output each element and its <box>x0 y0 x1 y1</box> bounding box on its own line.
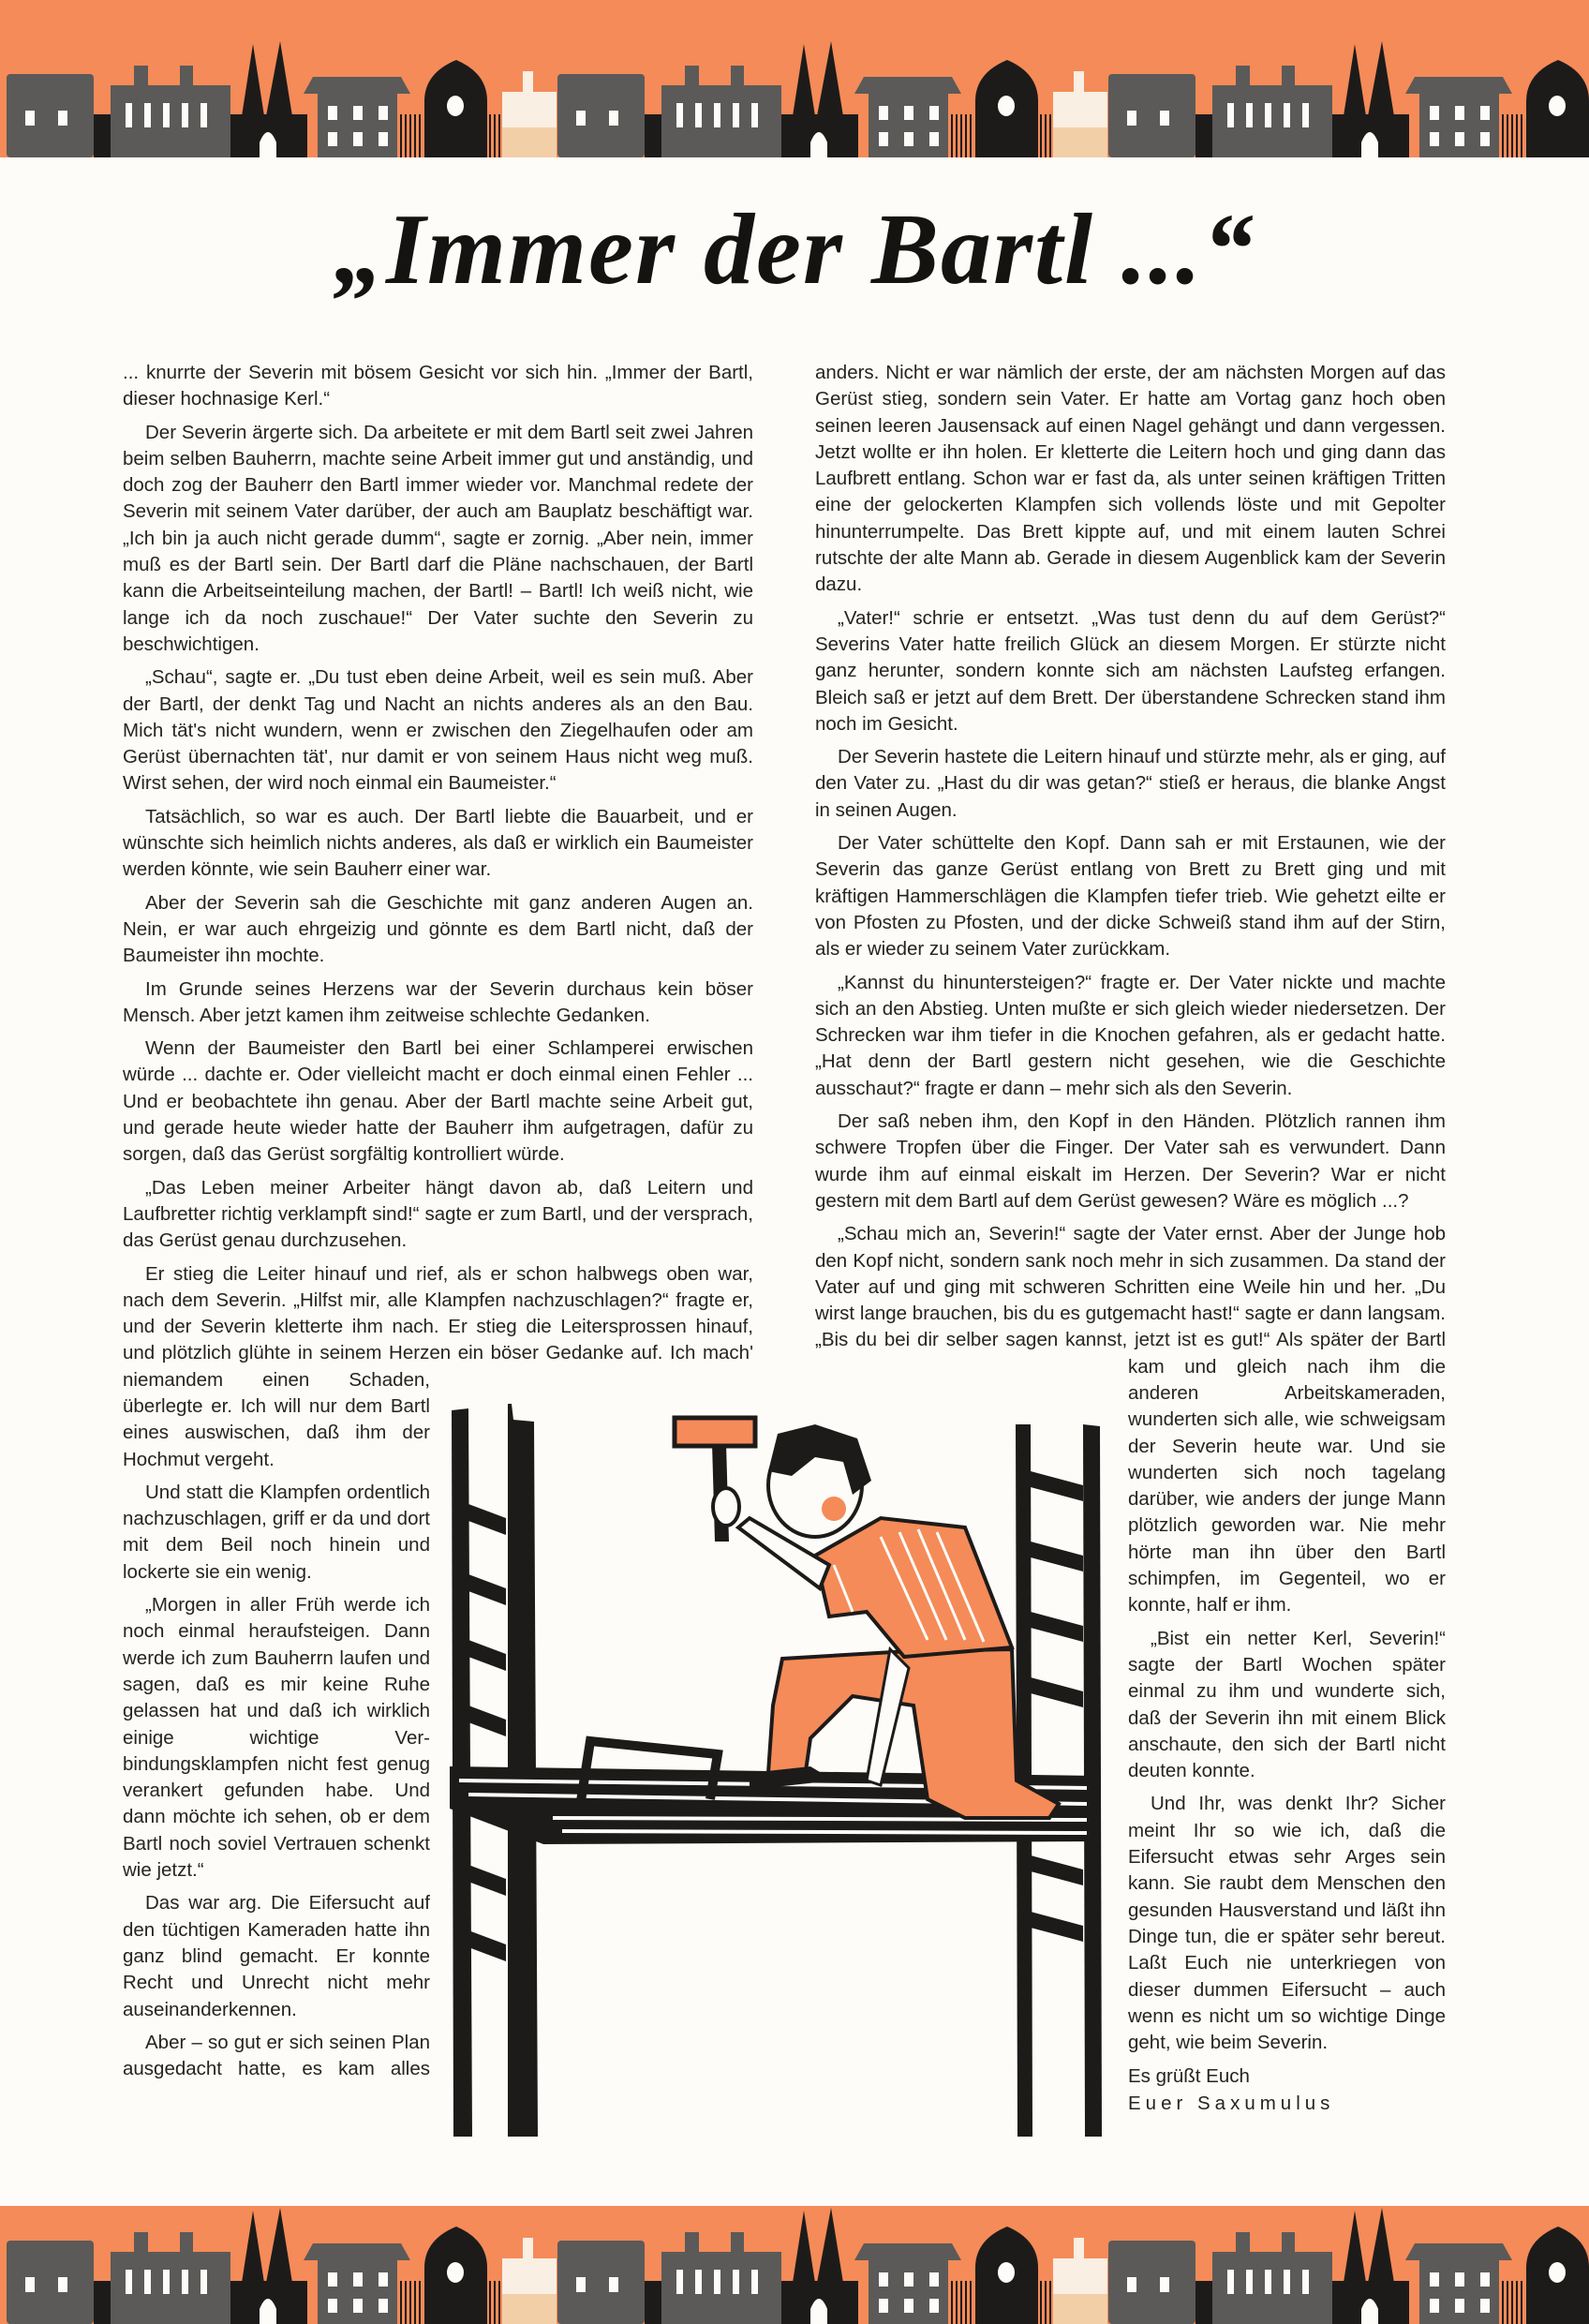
chimney <box>685 66 699 88</box>
fence <box>489 114 491 157</box>
chimney <box>134 66 148 88</box>
fence <box>1049 114 1051 157</box>
window <box>1160 2277 1169 2292</box>
window <box>25 111 35 126</box>
paragraph: „Schau mich an, Severin!“ sagte der Vater ernst. Aber der Junge hob den Kopf nicht, sondern sank noch mehr in sich zusammen. Da stand der Vater auf und ging mit schweren Schritten eine Weile hin und her. „Du wirst lange brauchen, bis du es gutgemacht hast!“ sagte er dann langsam. „Bis du bei dir selber sagen kannst, jetzt ist es gut!“ Als später der Bartl kam und gleich nach ihm die anderen Arbeitskameraden, wunderten sich alle, wie schweigsam der Severin heute war. Und sie wunderten sich noch tagelang darüber, wie anders der junge Mann plötzlich geworden war. Nie mehr hörte man ihn über den Bartl schimpfen, im Gegenteil, wo er konnte, half er ihm. <box>815 1223 1446 1616</box>
fence <box>405 2281 407 2324</box>
chimney <box>180 66 193 88</box>
fence <box>405 114 407 157</box>
paragraph: Der saß neben ihm, den Kopf in den Händen. Plötzlich rannen ihm schwere Tropfen über die Finger. Der Vater sah es verwundert. Dann wurde ihm auf einmal eiskalt im Herzen. Der Severin? War er nicht gestern mit dem Bartl auf dem Gerüst gewesen? Wäre es möglich ...? <box>815 1110 1446 1212</box>
window <box>904 2272 913 2287</box>
paragraph: Der Vater schüttelte den Kopf. Dann sah er mit Erstaunen, wie der Severin das ganze Gerüst entlang von Brett zu Brett ging und mit kräftigen Hammerschlägen die Klampfen tiefer trieb. Wie gehetzt eilte er von Pfosten zu Pfosten, und der dicke Schweiß stand ihm auf der Stirn, als er wieder zu seinem Vater zurückkam. <box>815 832 1446 961</box>
fence <box>494 114 496 157</box>
paragraph: „Schau“, sagte er. „Du tust eben deine Arbeit, weil es sein muß. Aber der Bartl, der denkt Tag und Nacht an nichts anderes als an den Bau. Mich tät's nicht wundern, wenn er zwischen den Ziegelhaufen oder am Gerüst übernachten tät', nur damit er von seinem Haus nicht weg muß. Wirst sehen, der wird noch einmal ein Baumeister.“ <box>123 666 753 795</box>
window <box>879 132 888 146</box>
window <box>144 2270 151 2294</box>
paragraph: „Bist ein netter Kerl, Severin!“ sagte der Bartl Wochen später einmal zu ihm und wunderte sich, daß der Severin ihn mit einem Blick anschaute, den sich der Bartl nicht deuten konnte. <box>1128 1627 1446 1782</box>
window <box>1284 103 1290 127</box>
window <box>1246 2270 1253 2294</box>
fence <box>970 2281 972 2324</box>
window <box>1127 111 1136 126</box>
fence <box>965 2281 967 2324</box>
window <box>1480 2272 1490 2287</box>
tower-chimney <box>1074 2238 1084 2260</box>
window <box>58 2277 67 2292</box>
window <box>929 2299 939 2313</box>
window <box>576 2277 586 2292</box>
window <box>733 2270 739 2294</box>
fence <box>970 114 972 157</box>
chimney <box>1236 2232 1250 2255</box>
round-window <box>1549 2262 1566 2283</box>
window <box>695 103 702 127</box>
chimney <box>1282 2232 1295 2255</box>
villa-roof <box>854 77 961 94</box>
window <box>182 103 188 127</box>
villa <box>1419 89 1499 157</box>
window <box>1480 132 1490 146</box>
fence <box>400 114 402 157</box>
fence <box>1516 2281 1518 2324</box>
fence <box>409 114 411 157</box>
window <box>609 111 618 126</box>
window <box>353 132 363 146</box>
house <box>7 2241 94 2324</box>
window <box>929 132 939 146</box>
fence <box>960 2281 962 2324</box>
paragraph: Im Grunde seines Herzens war der Severin durchaus kein böser Mensch. Aber jetzt kamen ihm zeitweise schlechte Gedanken. <box>123 977 753 1026</box>
top-skyline-banner <box>0 0 1589 164</box>
window <box>1227 103 1234 127</box>
window <box>328 2299 337 2313</box>
window <box>1430 2299 1439 2313</box>
window <box>182 2270 188 2294</box>
window <box>609 2277 618 2292</box>
fence <box>1502 2281 1504 2324</box>
paragraph: anders. Nicht er war nämlich der erste, der am nächsten Morgen auf das Gerüst stieg, sondern sein Vater. Er hatte am Vortag ganz hoch oben seinen leeren Jausensack auf einen Nagel gehängt und dann vergessen. Jetzt wollte er ihn holen. Er kletterte die Leitern hoch und ging dann das Laufbrett entlang. Schon war er fast da, als unter seinen kräftigen Tritten eine der gelockerten Klampfen sich vollends löste und mit Gepolter hinunterrumpelte. Das Brett kippte auf, und mit einem lauten Schrei rutschte der alte Mann ab. Gerade in diesem Augenblick kam der Severin dazu. <box>815 362 1446 596</box>
fence <box>1516 114 1518 157</box>
window <box>714 2270 720 2294</box>
window <box>1455 2299 1464 2313</box>
window <box>353 2299 363 2313</box>
fence <box>498 114 500 157</box>
fence <box>1521 114 1522 157</box>
chimney <box>1282 66 1295 88</box>
chimney <box>731 66 744 88</box>
paragraph: Wenn der Baumeister den Bartl bei einer Schlamperei erwischen würde ... dachte er. Oder vielleicht macht er doch einmal einen Fehler ... Und er beobachtete ihn genau. Aber der Bartl machte seine Arbeit gut, und gerade heute wieder hatte der Bauherr ihm aufgetragen, dafür zu sorgen, daß das Gerüst sorgfältig kontrolliert würde. <box>123 1037 753 1166</box>
tower-chimney <box>523 2238 533 2260</box>
villa-roof <box>854 2243 961 2260</box>
window <box>733 103 739 127</box>
wall <box>645 114 661 157</box>
fence <box>960 114 962 157</box>
paragraph: Er stieg die Leiter hinauf und rief, als er schon halbwegs oben war, nach dem Severin. „Hilfst mir, alle Klampfen nachzuschlagen?“ fragte er, und der Severin kletterte ihm nach. Er stieg die Leitersprossen hinauf, und plötzlich glühte in seinem Herzen ein böser Gedanke auf. Ich mach' niemandem einen Schaden, überlegte er. Ich will nur dem Bartl eines auswischen, daß ihm der Hochmut vergeht. <box>123 1262 753 1470</box>
boy-figure <box>738 1424 1059 1818</box>
window <box>879 2299 888 2313</box>
window <box>904 2299 913 2313</box>
fence <box>1507 114 1508 157</box>
villa-roof <box>304 2243 410 2260</box>
wall <box>645 2281 661 2324</box>
window <box>126 2270 132 2294</box>
paragraph: „Das Leben meiner Arbeiter hängt davon ab, daß Leitern und Laufbretter richtig verklampft sind!“ sagte er zum Bartl, und der versprach, das Gerüst genau durchzusehen. <box>123 1176 753 1252</box>
window <box>328 106 337 120</box>
paragraph: Tatsächlich, so war es auch. Der Bartl liebte die Bauarbeit, und er wünschte sich heimlich nichts anderes, als daß er wirklich ein Baumeister werden könnte, wie sein Bauherr einer war. <box>123 805 753 881</box>
fence <box>951 2281 953 2324</box>
window <box>144 103 151 127</box>
fence <box>414 114 416 157</box>
window <box>879 2272 888 2287</box>
paragraph: Und statt die Klampfen ordentlich nachzuschlagen, griff er da und dort mit dem Beil noch hinein und lockerte sie ein wenig. <box>123 1481 430 1583</box>
paragraph: „Kannst du hinuntersteigen?“ fragte er. Der Vater nickte und machte sich an den Abstieg. Unten mußte er sich gleich wieder niedersetzen. Der Schrecken war ihm tiefer in die Knochen gefahren, als er gedacht hatte. „Hat denn der Bartl gestern nicht gesehen, wie die Geschichte ausschaut?“ fragte er dann – mehr sich als den Severin. <box>815 971 1446 1099</box>
chimney <box>685 2232 699 2255</box>
fence <box>956 2281 958 2324</box>
window <box>328 132 337 146</box>
window <box>1430 2272 1439 2287</box>
window <box>126 103 132 127</box>
fence <box>419 2281 421 2324</box>
window <box>1265 2270 1271 2294</box>
round-window <box>1549 96 1566 116</box>
round-window <box>998 96 1015 116</box>
fence <box>1511 114 1513 157</box>
window <box>163 2270 170 2294</box>
paragraph: „Morgen in aller Früh werde ich noch einmal heraufsteigen. Dann werde ich zum Bauherrn laufen und sagen, daß es mir keine Ruhe gelassen hat und daß ich wirklich einige wichtige Verbindungsklampfen nicht fest genug verankert gefunden habe. Und dann möchte ich sehen, ob er dem Bartl noch soviel Vertrauen schenkt wie jetzt.“ <box>123 1594 430 1882</box>
paragraph: Der Severin ärgerte sich. Da arbeitete er mit dem Bartl seit zwei Jahren beim selben Bauherrn, machte seine Arbeit immer gut und anständig, und doch zog der Bauherr den Bartl immer wieder vor. Manchmal redete der Severin mit seinem Vater darüber, der auch am Bauplatz beschäftigt war. „Ich bin ja auch nicht gerade dumm“, sagte er zornig. „Aber nein, immer muß es der Bartl sein. Der Bartl darf die Pläne nachschauen, der Bartl kann die Arbeitseinteilung machen, der Bartl! – Bartl! Ich weiß nicht, wie lange ich da noch zuschaue!“ Der Vater suchte den Severin zu beschwichtigen. <box>123 421 753 655</box>
window <box>379 132 388 146</box>
wall <box>1195 114 1212 157</box>
window <box>379 106 388 120</box>
cream-tower-base <box>1053 2294 1107 2324</box>
window <box>328 2272 337 2287</box>
house <box>557 74 645 157</box>
closing-greeting: Es grüßt Euch <box>1128 2065 1250 2088</box>
fence <box>409 2281 411 2324</box>
chimney <box>134 2232 148 2255</box>
round-window <box>447 2262 464 2283</box>
fence <box>494 2281 496 2324</box>
window <box>929 106 939 120</box>
fence <box>1521 2281 1522 2324</box>
villa <box>318 2256 397 2324</box>
paragraph: Aber – so gut er sich seinen Plan ausgedacht hatte, es kam alles <box>123 2031 430 2080</box>
window <box>695 2270 702 2294</box>
fence <box>1507 2281 1508 2324</box>
window <box>1227 2270 1234 2294</box>
window <box>576 111 586 126</box>
cream-tower-base <box>1053 127 1107 157</box>
house <box>557 2241 645 2324</box>
villa <box>318 89 397 157</box>
window <box>379 2272 388 2287</box>
tower-chimney <box>1074 71 1084 94</box>
chimney <box>180 2232 193 2255</box>
house <box>1108 74 1195 157</box>
scaffold-illustration <box>440 1378 1115 2137</box>
window <box>200 2270 207 2294</box>
fence <box>1045 2281 1047 2324</box>
window <box>163 103 170 127</box>
window <box>1430 132 1439 146</box>
paragraph: Und Ihr, was denkt Ihr? Sicher meint Ihr so wie ich, daß die Eifersucht etwas sehr Arges sein kann. Sie raubt dem Menschen den gesunden Hausverstand und läßt ihn Dinge tun, die er später sehr bereut. Laßt Euch nie unterkriegen von dieser dummen Eifersucht – auch wenn es nicht um so wichtige Dinge geht, wie beim Severin. <box>1128 1793 1446 2054</box>
paragraph: ... knurrte der Severin mit bösem Gesicht vor sich hin. „Immer der Bartl, dieser hochnasige Kerl.“ <box>123 362 753 410</box>
cream-tower-base <box>502 2294 557 2324</box>
fence <box>1045 114 1047 157</box>
round-window <box>447 96 464 116</box>
window <box>751 103 758 127</box>
window <box>879 106 888 120</box>
fence <box>1502 114 1504 157</box>
house <box>7 74 94 157</box>
window <box>751 2270 758 2294</box>
window <box>200 103 207 127</box>
fence <box>400 2281 402 2324</box>
paragraph: „Vater!“ schrie er entsetzt. „Was tust denn du auf dem Gerüst?“ Severins Vater hatte freilich Glück an diesem Morgen. Er stürzte nicht ganz herunter, sondern konnte sich am nächsten Laufsteg erfangen. Bleich saß er jetzt auf dem Brett. Der überstandene Schrecken stand ihm noch im Gesicht. <box>815 606 1446 735</box>
chimney <box>731 2232 744 2255</box>
window <box>353 2272 363 2287</box>
fence <box>1049 2281 1051 2324</box>
window <box>1265 103 1271 127</box>
window <box>904 106 913 120</box>
fence <box>951 114 953 157</box>
house <box>1108 2241 1195 2324</box>
fence <box>956 114 958 157</box>
window <box>1246 103 1253 127</box>
window <box>1455 106 1464 120</box>
fence <box>965 114 967 157</box>
window <box>1284 2270 1290 2294</box>
window <box>379 2299 388 2313</box>
window <box>353 106 363 120</box>
window <box>1455 2272 1464 2287</box>
villa-roof <box>1405 77 1512 94</box>
cream-tower-base <box>502 127 557 157</box>
villa-roof <box>304 77 410 94</box>
paragraph: Der Severin hastete die Leitern hinauf und stürzte mehr, als er ging, auf den Vater zu. „Hast du dir was getan?“ stieß er heraus, die blanke Angst in seinen Augen. <box>815 746 1446 821</box>
window <box>1127 2277 1136 2292</box>
window <box>676 2270 683 2294</box>
chimney <box>1236 66 1250 88</box>
fence <box>1040 2281 1042 2324</box>
paragraph: Das war arg. Die Eifersucht auf den tüchtigen Kameraden hatte ihn ganz blind gemacht. Er konnte Recht und Unrecht nicht mehr auseinanderkennen. <box>123 1892 430 2020</box>
fence <box>498 2281 500 2324</box>
round-window <box>998 2262 1015 2283</box>
fence <box>1040 114 1042 157</box>
window <box>1480 2299 1490 2313</box>
window <box>1480 106 1490 120</box>
villa <box>869 89 948 157</box>
villa-roof <box>1405 2243 1512 2260</box>
window <box>676 103 683 127</box>
fence <box>419 114 421 157</box>
tower-chimney <box>523 71 533 94</box>
cheek <box>822 1497 846 1521</box>
fence <box>1511 2281 1513 2324</box>
window <box>1160 111 1169 126</box>
author-signature: Euer Saxumulus <box>1128 2092 1335 2114</box>
villa <box>1419 2256 1499 2324</box>
villa <box>869 2256 948 2324</box>
bottom-skyline-banner <box>0 2202 1589 2324</box>
window <box>1430 106 1439 120</box>
paragraph: Aber der Severin sah die Geschichte mit ganz anderen Augen an. Nein, er war auch ehrgeizig und gönnte es dem Bartl nicht, daß der Baumeister ihn mochte. <box>123 891 753 967</box>
fence <box>414 2281 416 2324</box>
story-title: „Immer der Bartl ...“ <box>333 194 1256 305</box>
window <box>929 2272 939 2287</box>
fence <box>489 2281 491 2324</box>
wall <box>1195 2281 1212 2324</box>
window <box>904 132 913 146</box>
window <box>1455 132 1464 146</box>
window <box>714 103 720 127</box>
window <box>25 2277 35 2292</box>
window <box>1302 103 1309 127</box>
wall <box>94 114 111 157</box>
wall <box>94 2281 111 2324</box>
window <box>58 111 67 126</box>
window <box>1302 2270 1309 2294</box>
